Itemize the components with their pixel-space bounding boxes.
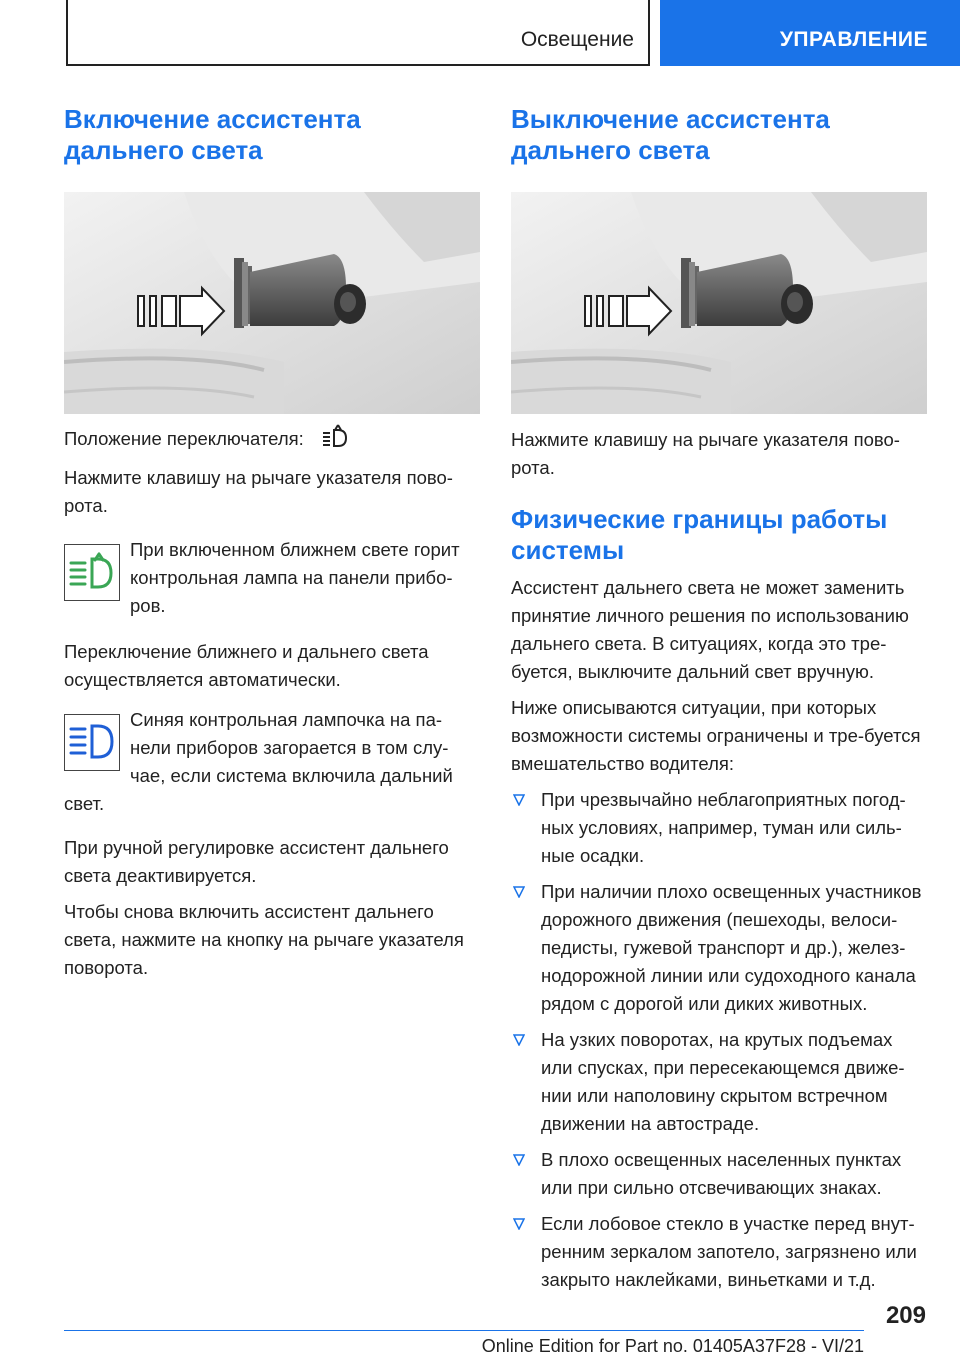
blue-indicator-note [64,706,480,818]
switch-position-text: Положение переключателя: [64,424,480,456]
edition-text: Online Edition for Part no. 01405A37F28 - VI/21 [481,1336,864,1356]
triangle-bullet-icon [513,1034,525,1046]
lever-photo-left [64,192,480,414]
auto-switching-text: Переключение ближнего и дальнего света осуществляется автоматически. [64,641,429,690]
manual-adjust-text: При ручной регулировке ассистент дальнего света деактивируется. [64,837,449,886]
green-indicator-text: При включенном ближнем свете горит контрольная лампа на панели прибо-ров. [130,539,460,616]
left-press-button-text: Нажмите клавишу на рычаге указателя пово-рота. [64,467,453,516]
lever-photo [511,192,927,414]
left-column [64,104,480,982]
header-section-tab [66,0,650,66]
header-section-title: Освещение [520,28,634,51]
list-item: При наличии плохо освещенных участников дорожного движения (пешеходы, велоси-педисты, гужевой транспорт и др.), желез-нодорожной линии или судоходного канала рядом с дорогой или диких животных. [511,878,927,1018]
right-section-title: Выключение ассистента дальнего света [511,104,830,165]
limits-list [511,786,927,1294]
high-beam-assist-icon [321,424,349,456]
triangle-bullet-icon [513,886,525,898]
right-press-button-text: Нажмите клавишу на рычаге указателя пово-рота. [511,429,900,478]
list-item: На узких поворотах, на крутых подъемах или спусках, при пересекающемся движе-нии или наполовину скрытом встречном движении на автостраде. [511,1026,927,1138]
triangle-bullet-icon [513,794,525,806]
limits-intro-text: Ассистент дальнего света не может заменить принятие личного решения по использованию дальнего света. В ситуациях, когда это тре-буется, выключите дальний свет вручную. [511,577,909,682]
left-section-title: Включение ассистента дальнего света [64,104,361,165]
header-chapter-title: УПРАВЛЕНИЕ [779,28,928,51]
reactivate-text: Чтобы снова включить ассистент дальнего света, нажмите на кнопку на рычаге указателя поворота. [64,901,464,978]
blue-indicator-text: Синяя контрольная лампочка на па-нели приборов загорается в том слу-чае, если система включила дальний свет. [64,709,453,814]
header-chapter-tab [660,0,960,66]
lever-photo [64,192,480,414]
green-indicator-icon [64,544,120,601]
limits-situations-text: Ниже описываются ситуации, при которых возможности системы ограничены и тре-буется вмешательство водителя: [511,697,921,774]
lever-photo-right [511,192,927,414]
list-item: При чрезвычайно неблагоприятных погод-ных условиях, например, туман или силь-ные осадки. [511,786,927,870]
triangle-bullet-icon [513,1218,525,1230]
list-item: Если лобовое стекло в участке перед внут-ренним зеркалом запотело, загрязнено или закрыто наклейками, виньетками и т.д. [511,1210,927,1294]
blue-indicator-icon [64,714,120,771]
green-indicator-note [64,536,480,624]
right-column [511,104,927,1302]
limits-title: Физические границы работы системы [511,504,888,565]
triangle-bullet-icon [513,1154,525,1166]
list-item: В плохо освещенных населенных пунктах или при сильно отсвечивающих знаках. [511,1146,927,1202]
footer-divider [64,1330,864,1331]
page-number: 209 [885,1302,926,1329]
